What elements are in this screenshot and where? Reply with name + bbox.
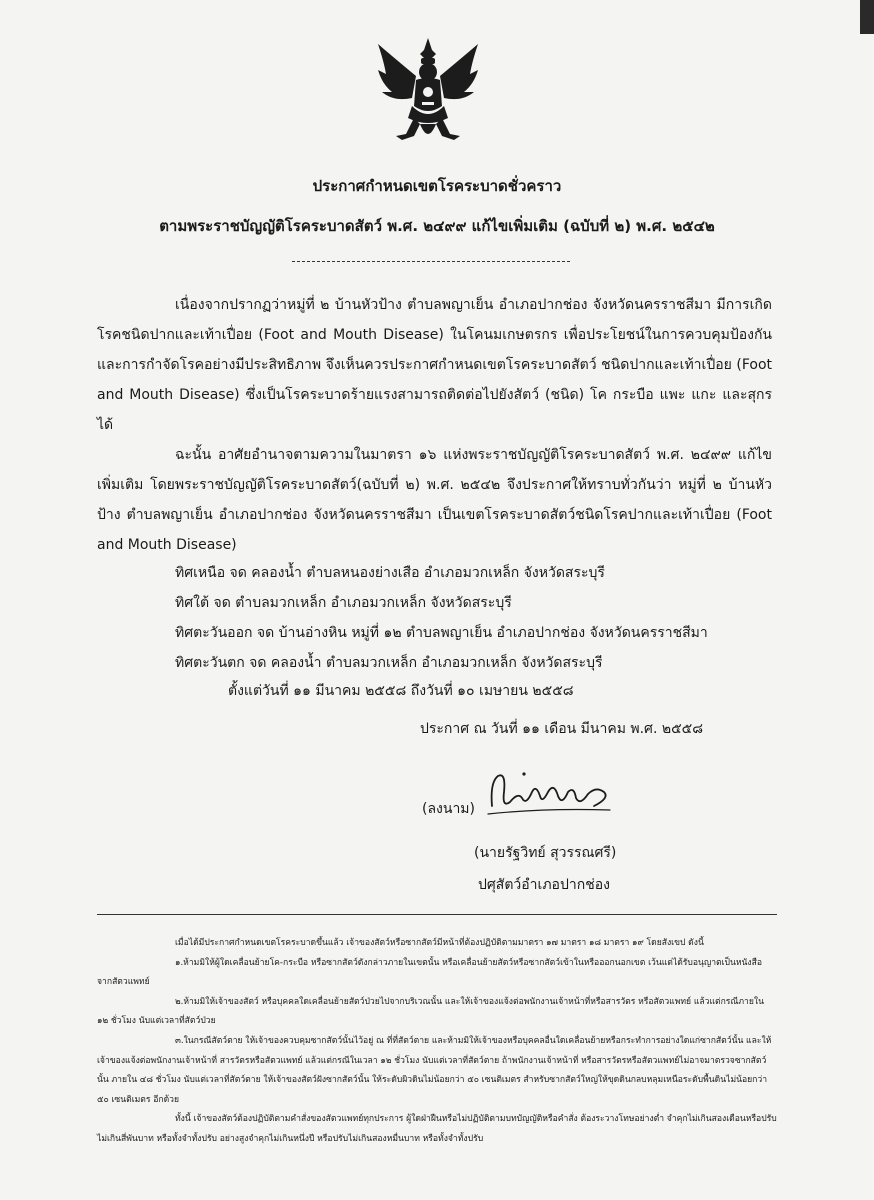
boundary-east: ทิศตะวันออก จด บ้านอ่างหิน หมู่ที่ ๑๒ ตำบลพญาเย็น อำเภอปากช่อง จังหวัดนครราชสีมา <box>175 625 708 641</box>
document-title: ประกาศกำหนดเขตโรคระบาดชั่วคราว <box>312 177 562 195</box>
boundary-west: ทิศตะวันตก จด คลองน้ำ ตำบลมวกเหล็ก อำเภอมวกเหล็ก จังหวัดสระบุรี <box>175 655 603 671</box>
paragraph-declaration: ฉะนั้น อาศัยอำนาจตามความในมาตรา ๑๖ แห่งพระราชบัญญัติโรคระบาดสัตว์ พ.ศ. ๒๔๙๙ แก้ไขเพิ่มเติม โดยพระราชบัญญัติโรคระบาดสัตว์(ฉบับที่ ๒) พ.ศ. ๒๕๔๒ จึงประกาศให้ทราบทั่วกันว่า หมู่ที่ ๒ บ้านหัวป้าง ตำบลพญาเย็น อำเภอปากช่อง จังหวัดนครราชสีมา เป็นเขตโรคระบาดสัตว์ชนิดโรคปากและเท้าเปื่อย (Foot and Mouth Disease) <box>97 447 772 553</box>
zone-boundaries <box>175 558 708 678</box>
title-divider <box>292 261 570 262</box>
effective-period: ตั้งแต่วันที่ ๑๑ มีนาคม ๒๕๕๘ ถึงวันที่ ๑๐ เมษายน ๒๕๕๘ <box>228 683 574 699</box>
paragraph-background: เนื่องจากปรากฏว่าหมู่ที่ ๒ บ้านหัวป้าง ตำบลพญาเย็น อำเภอปากช่อง จังหวัดนครราชสีมา มีการเกิดโรคชนิดปากและเท้าเปื่อย (Foot and Mouth Disease) ในโคนมเกษตรกร เพื่อประโยชน์ในการควบคุมป้องกัน และการกำจัดโรคอย่างมีประสิทธิภาพ จึงเห็นควรประกาศกำหนดเขตโรคระบาดสัตว์ ชนิดปากและเท้าเปื่อย (Foot and Mouth Disease) ซึ่งเป็นโรคระบาดร้ายแรงสามารถติดต่อไปยังสัตว์ (ชนิด) โค กระบือ แพะ แกะ และสุกรได้ <box>97 297 772 433</box>
signed-label: (ลงนาม) <box>422 801 475 817</box>
footnote-penalty: ทั้งนี้ เจ้าของสัตว์ต้องปฏิบัติตามคำสั่งของสัตวแพทย์ทุกประการ ผู้ใดฝ่าฝืนหรือไม่ปฏิบัติตามบทบัญญัติหรือคำสั่ง ต้องระวางโทษอย่างต่ำ จำคุกไม่เกินสองเดือนหรือปรับไม่เกินสี่พันบาท หรือทั้งจำทั้งปรับ อย่างสูงจำคุกไม่เกินหนึ่งปี หรือปรับไม่เกินสองหมื่นบาท หรือทั้งจำทั้งปรับ <box>97 1114 777 1144</box>
announcement-date: ประกาศ ณ วันที่ ๑๑ เดือน มีนาคม พ.ศ. ๒๕๕๘ <box>420 721 704 737</box>
footnotes <box>97 934 777 1150</box>
boundary-north: ทิศเหนือ จด คลองน้ำ ตำบลหนองย่างเสือ อำเภอมวกเหล็ก จังหวัดสระบุรี <box>175 565 605 581</box>
footnote-intro: เมื่อได้มีประกาศกำหนดเขตโรคระบาดขึ้นแล้ว เจ้าของสัตว์หรือซากสัตว์มีหน้าที่ต้องปฏิบัติตามมาตรา ๑๗ มาตรา ๑๘ มาตรา ๑๙ โดยสังเขป ดังนี้ <box>175 938 704 948</box>
footnote-item: ๓.ในกรณีสัตว์ตาย ให้เจ้าของควบคุมซากสัตว์นั้นไว้อยู่ ณ ที่ที่สัตว์ตาย และห้ามมิให้เจ้าของหรือบุคคลอื่นใดเคลื่อนย้ายหรือกระทำการอย่างใดแก่ซากสัตว์นั้น และให้เจ้าของแจ้งต่อพนักงานเจ้าหน้าที่ สารวัตรหรือสัตวแพทย์ แล้วแต่กรณีในเวลา ๑๒ ชั่วโมง นับแต่เวลาที่สัตว์ตาย ถ้าพนักงานเจ้าหน้าที่ หรือสารวัตรหรือสัตวแพทย์ไม่อาจมาตรวจซากสัตว์นั้น ภายใน ๔๘ ชั่วโมง นับแต่เวลาที่สัตว์ตาย ให้เจ้าของสัตว์ฝังซากสัตว์นั้น ให้ระดับผิวดินไม่น้อยกว่า ๕๐ เซนติเมตร สำหรับซากสัตว์ใหญ่ให้ขุดดินกลบหลุมเหนือระดับพื้นดินไม่น้อยกว่า ๕๐ เซนติเมตร อีกด้วย <box>97 1035 772 1105</box>
garuda-emblem-icon <box>372 36 484 144</box>
scan-edge-mark <box>860 0 874 34</box>
signer-name: (นายรัฐวิทย์ สุวรรณศรี) <box>474 845 617 861</box>
footnote-item: ๑.ห้ามมิให้ผู้ใดเคลื่อนย้ายโค-กระบือ หรือซากสัตว์ดังกล่าวภายในเขตนั้น หรือเคลื่อนย้ายสัตว์หรือซากสัตว์เข้าในหรือออกนอกเขต เว้นแต่ได้รับอนุญาตเป็นหนังสือจากสัตวแพทย์ <box>97 957 763 988</box>
signer-position: ปศุสัตว์อำเภอปากช่อง <box>478 877 610 893</box>
footnote-item: ๒.ห้ามมิให้เจ้าของสัตว์ หรือบุคคลใดเคลื่อนย้ายสัตว์ป่วยไปจากบริเวณนั้น และให้เจ้าของแจ้งต่อพนักงานเจ้าหน้าที่หรือสารวัตร หรือสัตวแพทย์ แล้วแต่กรณีภายใน ๑๒ ชั่วโมง นับแต่เวลาที่สัตว์ป่วย <box>97 996 764 1027</box>
handwritten-signature <box>484 762 614 822</box>
document-subtitle: ตามพระราชบัญญัติโรคระบาดสัตว์ พ.ศ. ๒๔๙๙ แก้ไขเพิ่มเติม (ฉบับที่ ๒) พ.ศ. ๒๕๔๒ <box>159 217 715 235</box>
footnote-divider <box>97 914 777 915</box>
boundary-south: ทิศใต้ จด ตำบลมวกเหล็ก อำเภอมวกเหล็ก จังหวัดสระบุรี <box>175 595 512 611</box>
